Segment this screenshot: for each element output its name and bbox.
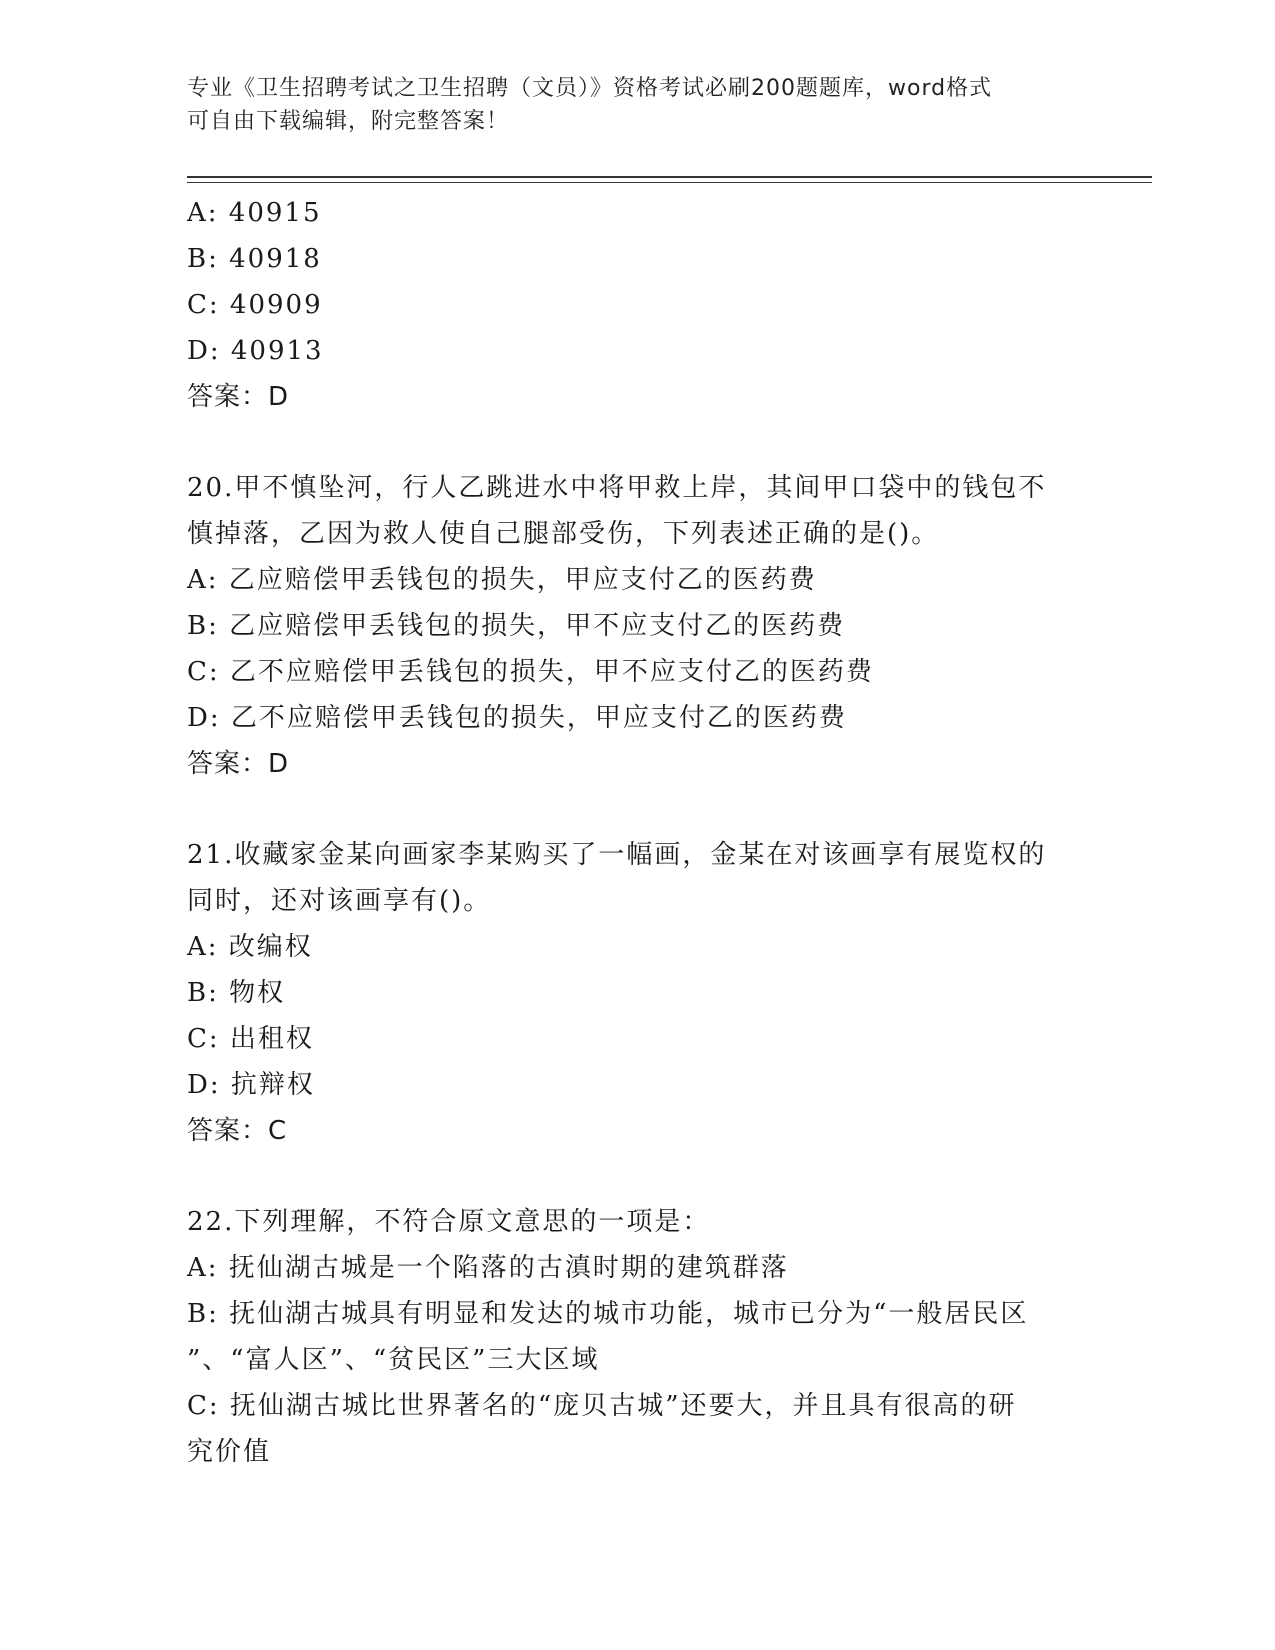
answer-line: 答案：D xyxy=(187,749,290,779)
option-c: C: 抚仙湖古城比世界著名的“庞贝古城”还要大，并且具有很高的研 xyxy=(187,1391,1017,1421)
option-b: B: 物权 xyxy=(187,978,286,1008)
question-content xyxy=(187,190,1087,1475)
question-21 xyxy=(187,832,1087,1154)
question-22 xyxy=(187,1199,1087,1475)
option-b: B: 抚仙湖古城具有明显和发达的城市功能，城市已分为“一般居民区 xyxy=(187,1299,1029,1329)
header-divider-thick xyxy=(187,176,1152,178)
option-d: D: 40913 xyxy=(187,336,324,366)
spacer xyxy=(187,1154,1087,1199)
option-c: C: 40909 xyxy=(187,290,323,320)
option-a: A: 40915 xyxy=(187,198,322,228)
option-d: D: 乙不应赔偿甲丢钱包的损失，甲应支付乙的医药费 xyxy=(187,703,847,733)
option-a: A: 改编权 xyxy=(187,932,313,962)
question-stem: 同时，还对该画享有()。 xyxy=(187,886,492,916)
question-stem: 慎掉落，乙因为救人使自己腿部受伤，下列表述正确的是()。 xyxy=(187,519,940,549)
answer-line: 答案：C xyxy=(187,1116,288,1146)
question-19 xyxy=(187,190,1087,420)
document-header xyxy=(187,72,1067,138)
question-stem: 20.甲不慎坠河，行人乙跳进水中将甲救上岸，其间甲口袋中的钱包不 xyxy=(187,473,1047,503)
option-a: A: 抚仙湖古城是一个陷落的古滇时期的建筑群落 xyxy=(187,1253,789,1283)
option-d: D: 抗辩权 xyxy=(187,1070,315,1100)
option-b: B: 40918 xyxy=(187,244,322,274)
header-title-line-1: 专业《卫生招聘考试之卫生招聘（文员）》资格考试必刷200题题库，word格式 xyxy=(187,76,993,101)
option-c: C: 出租权 xyxy=(187,1024,314,1054)
question-20 xyxy=(187,465,1087,787)
option-c-continued: 究价值 xyxy=(187,1437,272,1467)
header-divider-thin xyxy=(187,182,1152,183)
option-b: B: 乙应赔偿甲丢钱包的损失，甲不应支付乙的医药费 xyxy=(187,611,846,641)
question-stem: 21.收藏家金某向画家李某购买了一幅画，金某在对该画享有展览权的 xyxy=(187,840,1047,870)
spacer xyxy=(187,787,1087,832)
option-a: A: 乙应赔偿甲丢钱包的损失，甲应支付乙的医药费 xyxy=(187,565,817,595)
question-stem: 22.下列理解，不符合原文意思的一项是： xyxy=(187,1207,711,1237)
option-b-continued: ”、“富人区”、“贫民区”三大区域 xyxy=(187,1345,600,1375)
answer-line: 答案：D xyxy=(187,382,290,412)
spacer xyxy=(187,420,1087,465)
header-title-line-2: 可自由下载编辑，附完整答案！ xyxy=(187,109,510,134)
option-c: C: 乙不应赔偿甲丢钱包的损失，甲不应支付乙的医药费 xyxy=(187,657,874,687)
